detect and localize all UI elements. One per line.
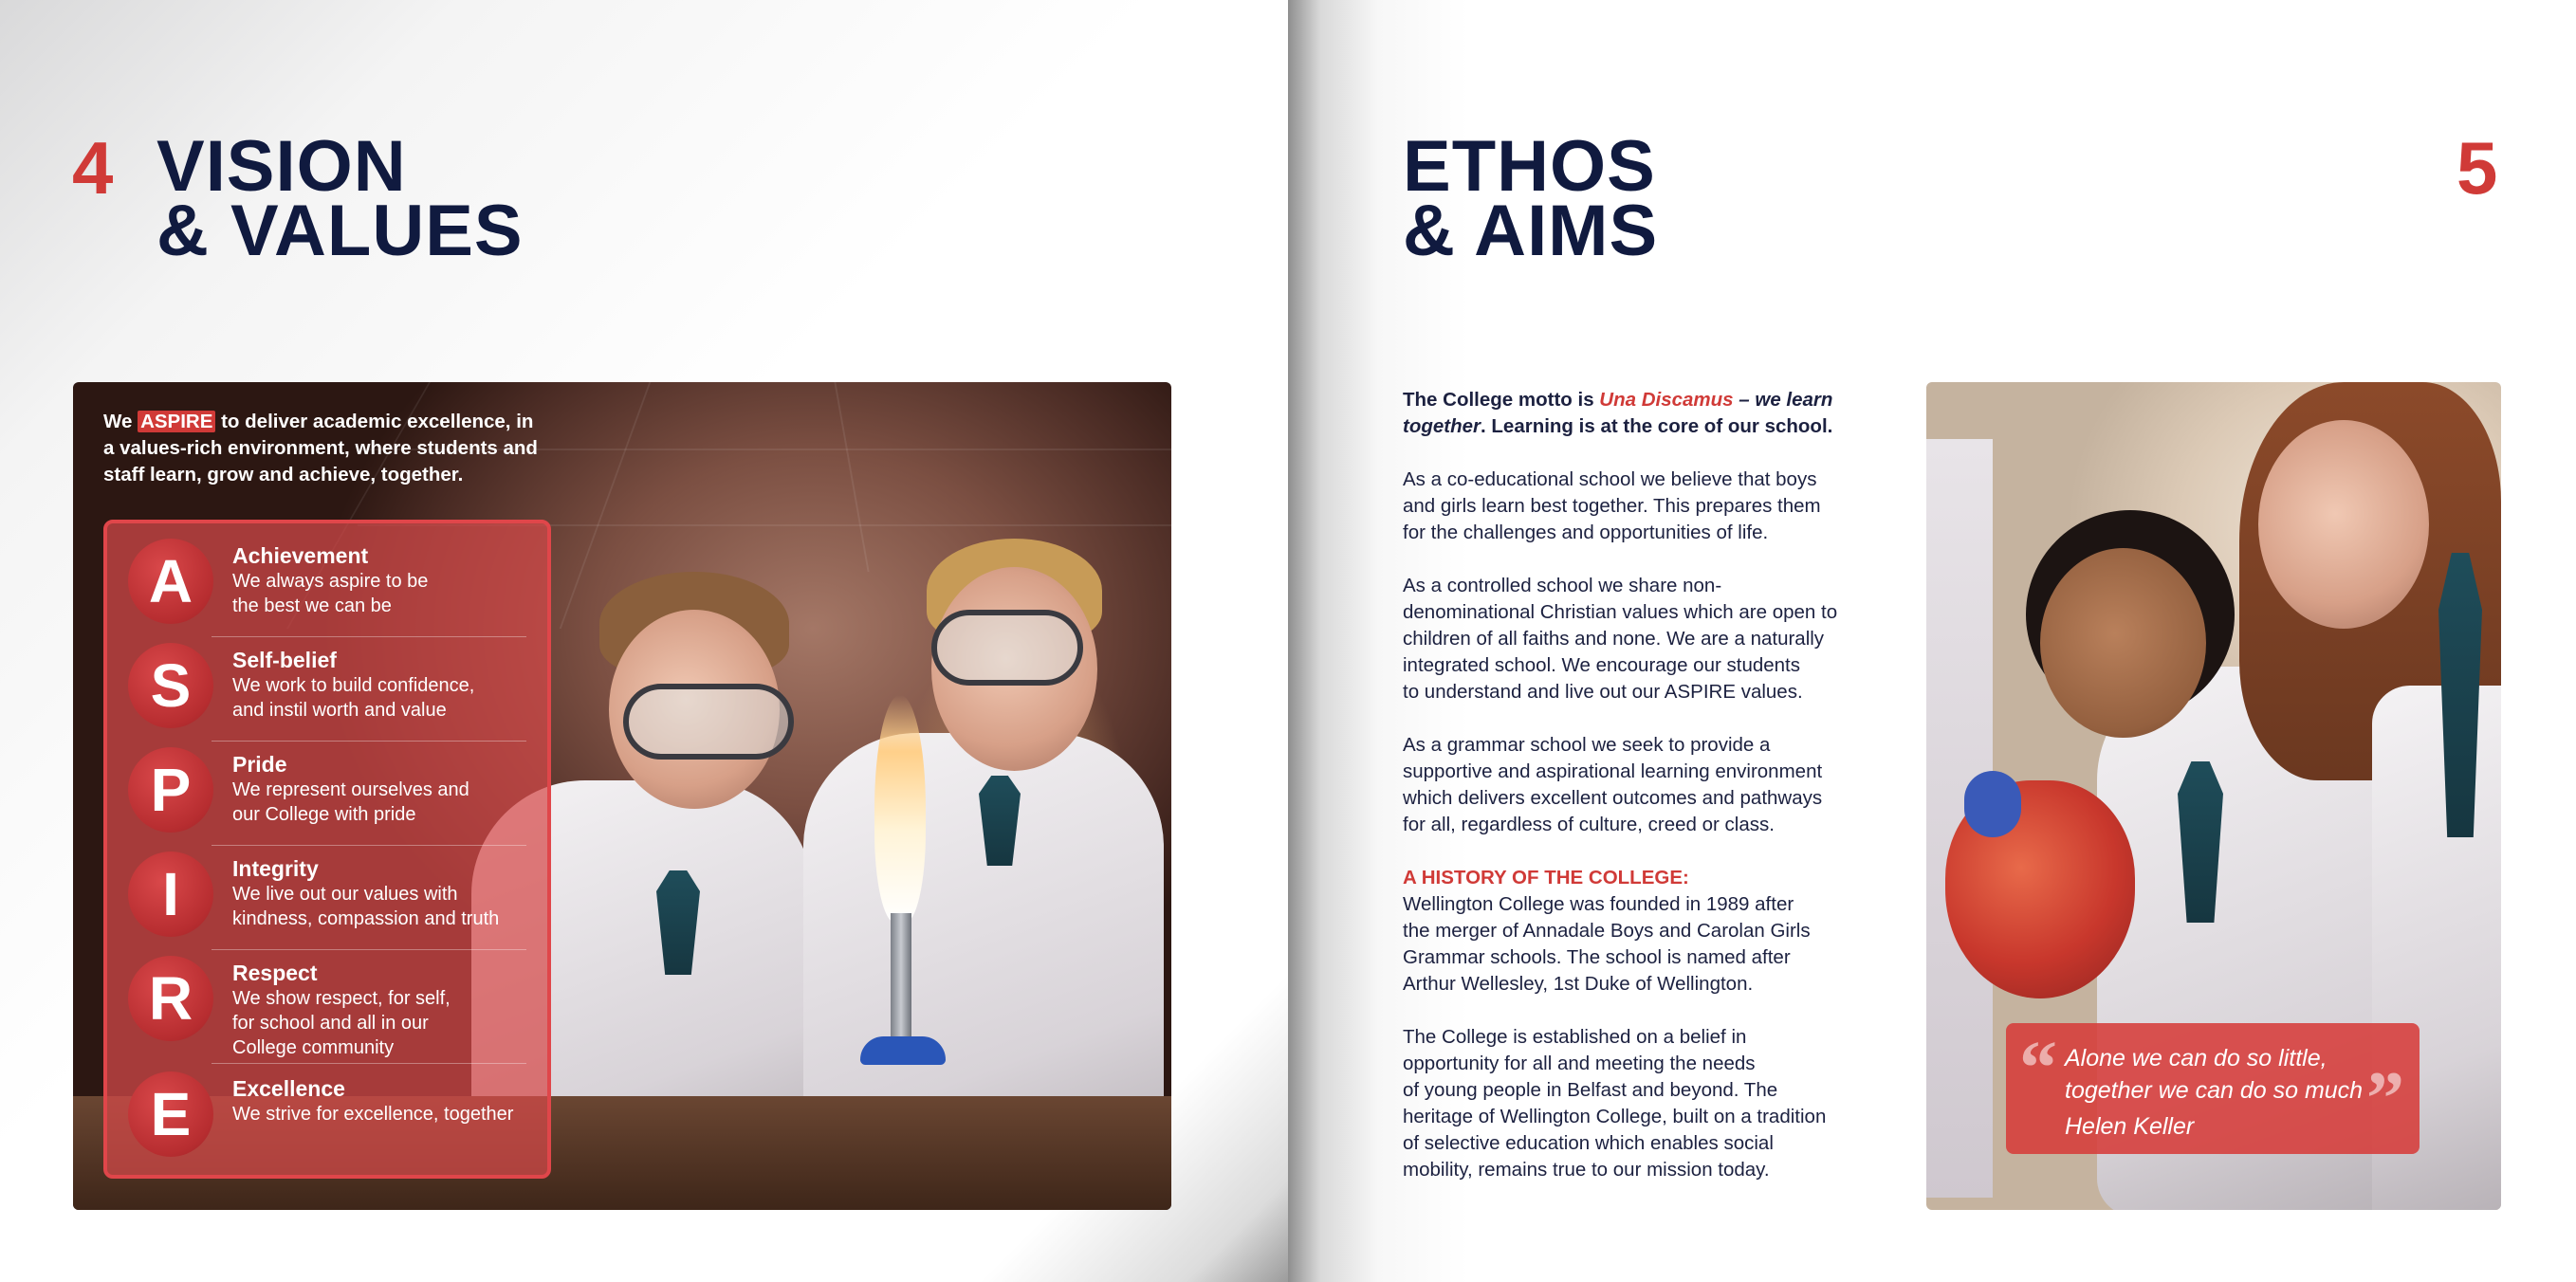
aspire-highlight: ASPIRE — [138, 411, 215, 432]
history-section — [1403, 865, 1886, 998]
value-item-respect — [128, 948, 536, 1064]
body-paragraph: As a co-educational school we believe that boys and girls learn best together. This prepares them for the challenges and opportunities of life. — [1403, 468, 1821, 543]
value-letter: S — [128, 643, 213, 728]
body-paragraph: The College is established on a belief in opportunity for all and meeting the needs of young people in Belfast and beyond. The heritage of Wellington College, built on a tradition of selective education which enables social mobility, remains true to our mission today. — [1403, 1026, 1827, 1181]
heading-line: & VALUES — [156, 191, 524, 271]
motto-text: . Learning is at the core of our school. — [1481, 415, 1833, 437]
page-number-right: 5 — [2456, 126, 2498, 210]
page-number-left: 4 — [72, 126, 114, 210]
page-heading-left — [156, 126, 524, 271]
value-description: We live out our values with kindness, compassion and truth — [232, 884, 500, 929]
bunsen-flame — [874, 695, 926, 923]
value-letter: E — [128, 1071, 213, 1157]
motto-translation: – we learn together — [1403, 389, 1833, 437]
page-heading-right — [1403, 126, 1659, 271]
bunsen-burner-base — [860, 1036, 946, 1065]
value-item-pride — [128, 740, 536, 846]
value-title: Excellence — [232, 1076, 345, 1101]
value-item-excellence — [128, 1064, 536, 1170]
value-item-achievement — [128, 531, 536, 637]
quote-close-icon: ” — [2366, 1057, 2404, 1141]
heart-model-vessel — [1964, 771, 2021, 837]
value-title: Pride — [232, 752, 287, 777]
value-title: Achievement — [232, 543, 369, 568]
value-description: We strive for excellence, together — [232, 1104, 514, 1125]
value-letter: R — [128, 956, 213, 1041]
value-letter: I — [128, 852, 213, 937]
aspire-intro — [103, 409, 549, 488]
quote-text: Alone we can do so little, together we can do so much — [2065, 1045, 2364, 1104]
value-title: Integrity — [232, 856, 319, 881]
value-letter: P — [128, 747, 213, 833]
history-text: Wellington College was founded in 1989 after the merger of Annadale Boys and Carolan Girls Grammar schools. The school is named after Arthur Wellesley, 1st Duke of Wellington. — [1403, 893, 1811, 995]
heading-line: ETHOS — [1403, 126, 1656, 207]
motto-latin: Una Discamus — [1599, 389, 1734, 411]
aspire-values-panel — [103, 520, 551, 1179]
quote-open-icon: “ — [2019, 1027, 2057, 1110]
value-description: We represent ourselves and our College with pride — [232, 779, 469, 825]
heading-line: & AIMS — [1403, 191, 1659, 271]
value-item-self-belief — [128, 635, 536, 742]
heading-line: VISION — [156, 126, 407, 207]
quote-author: Helen Keller — [2065, 1113, 2195, 1140]
value-description: We always aspire to be the best we can be — [232, 571, 429, 616]
value-title: Respect — [232, 961, 318, 985]
bunsen-burner — [891, 913, 911, 1046]
students-heart-model-photo — [1926, 382, 2501, 1210]
intro-text: to deliver academic excellence, in a values-rich environment, where students and staff learn, grow and achieve, together. — [103, 411, 538, 485]
history-heading: A HISTORY OF THE COLLEGE: — [1403, 867, 1689, 888]
value-description: We show respect, for self, for school and all in our College community — [232, 988, 451, 1058]
science-lab-photo — [73, 382, 1171, 1210]
value-title: Self-belief — [232, 648, 337, 672]
motto-paragraph — [1403, 387, 1886, 440]
quote-box — [2006, 1023, 2420, 1154]
value-letter: A — [128, 539, 213, 624]
body-paragraph: As a controlled school we share non- denominational Christian values which are open to children of all faiths and none. We are a naturally integrated school. We encourage our students to understand and live out our ASPIRE values. — [1403, 575, 1838, 703]
motto-text: The College motto is — [1403, 389, 1600, 411]
value-item-integrity — [128, 844, 536, 950]
body-paragraph: As a grammar school we seek to provide a supportive and aspirational learning environment which delivers excellent outcomes and pathways for all, regardless of culture, creed or class. — [1403, 734, 1823, 835]
value-description: We work to build confidence, and instil worth and value — [232, 675, 475, 721]
intro-text: We — [103, 411, 138, 432]
ethos-text-column — [1403, 387, 1886, 1210]
